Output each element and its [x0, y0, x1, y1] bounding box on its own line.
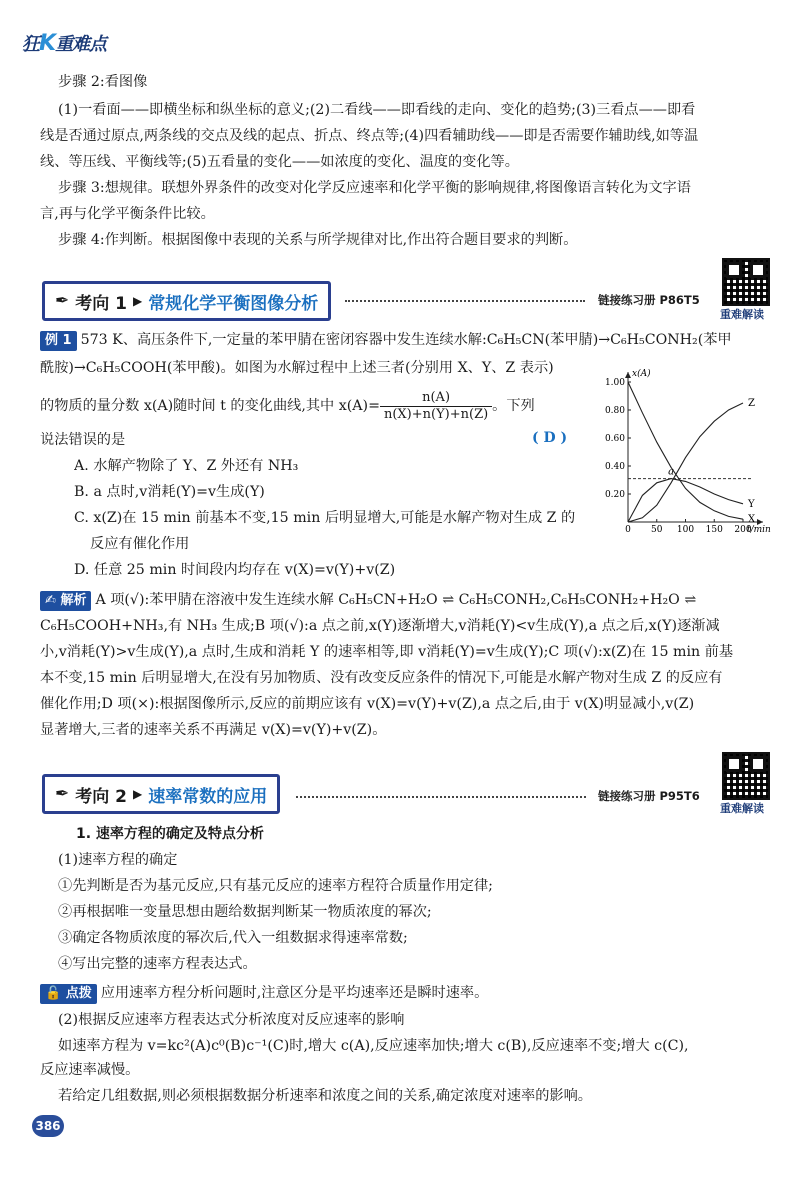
qr-label: 重难解读 — [720, 308, 764, 321]
x-tick-label: 0 — [625, 525, 631, 535]
step2-line1: (1)一看面——即横坐标和纵坐标的意义;(2)二看线——即看线的走向、变化的趋势;(3)三看点——即看 — [58, 102, 696, 118]
step3-line2: 言,再与化学平衡条件比较。 — [40, 206, 215, 222]
section1-topic: 常规化学平衡图像分析 — [148, 293, 319, 314]
section2-prefix: 考向 2 — [75, 786, 127, 807]
step2-line3: 线、等压线、平衡线等;(5)五看量的变化——如浓度的变化、温度的变化等。 — [40, 154, 519, 170]
step3-line1: 步骤 3:想规律。联想外界条件的改变对化学反应速率和化学平衡的影响规律,将图像语言转化为文字语 — [58, 180, 691, 196]
y-tick-label: 0.20 — [604, 490, 625, 500]
x-axis-label: t/min — [747, 525, 771, 535]
fraction-numerator: n(A) — [380, 390, 492, 407]
example-line2: 酰胺)→C₆H₅COOH(苯甲酸)。如图为水解过程中上述三者(分别用 X、Y、Z 表示) — [40, 360, 554, 376]
fraction-denominator: n(X)+n(Y)+n(Z) — [383, 406, 489, 422]
analysis-line5: 催化作用;D 项(×):根据图像所示,反应的前期应该有 v(X)=v(Y)+v(Z),a 点之后,由于 v(X)明显减小,v(Z) — [40, 696, 695, 712]
x-tick-label: 100 — [676, 525, 695, 535]
section1-prefix: 考向 1 — [75, 293, 127, 314]
example-text1: 573 K、高压条件下,一定量的苯甲腈在密闭容器中发生连续水解:C₆H₅CN(苯甲腈)→C₆H₅CONH₂(苯甲 — [80, 332, 732, 348]
example-text3: 的物质的量分数 x(A)随时间 t 的变化曲线,其中 x(A)= — [40, 398, 380, 414]
y-tick-label: 0.80 — [604, 406, 625, 416]
rate-example2: 反应速率减慢。 — [40, 1062, 140, 1078]
option-a: A. 水解产物除了 Y、Z 外还有 NH₃ — [74, 458, 299, 474]
answer: ( D ) — [532, 430, 568, 446]
analysis-line3: 小,v消耗(Y)>v生成(Y),a 点时,生成和消耗 Y 的速率相等,即 v消耗(Y)=v生成(Y);C 项(√):x(Z)在 15 min 前基 — [40, 644, 734, 660]
y-tick-label: 0.60 — [604, 434, 625, 444]
y-axis-label: x(A) — [632, 369, 651, 379]
fraction-time-chart — [598, 362, 773, 547]
example-line3 — [40, 388, 605, 424]
rate-example1: 如速率方程为 v=kc²(A)c⁰(B)c⁻¹(C)时,增大 c(A),反应速率加快;增大 c(B),反应速率不变;增大 c(C), — [58, 1038, 689, 1054]
analysis-icon: ✍ — [45, 593, 56, 608]
step4-line: 步骤 4:作判断。根据图像中表现的关系与所学规律对比,作出符合题目要求的判断。 — [58, 232, 578, 248]
analysis-line6: 显著增大,三者的速率关系不再满足 v(X)=v(Y)+v(Z)。 — [40, 722, 387, 738]
lock-icon: 🔓 — [45, 986, 62, 1001]
x-tick-label: 200 — [734, 525, 752, 535]
fraction — [380, 390, 492, 423]
rate-point4: ④写出完整的速率方程表达式。 — [58, 956, 257, 972]
annotation-point-a: a — [668, 466, 675, 478]
rate-point3: ③确定各物质浓度的幂次后,代入一组数据求得速率常数; — [58, 930, 408, 946]
qr-label: 重难解读 — [720, 802, 764, 815]
step2-line2: 线是否通过原点,两条线的交点及线的起点、折点、终点等;(4)四看辅助线——即是否需要作辅助线,如等温 — [40, 128, 699, 144]
analysis-tag-label: 解析 — [60, 593, 87, 608]
analysis-text1: A 项(√):苯甲腈在溶液中发生连续水解 C₆H₅CN+H₂O ⇌ C₆H₅CONH₂,C₆H₅CONH₂+H₂O ⇌ — [95, 592, 697, 608]
series-label-x: X — [748, 514, 756, 526]
example-line4: 说法错误的是 — [40, 432, 126, 448]
x-tick-label: 150 — [705, 525, 723, 535]
arrow-icon: ▶ — [133, 294, 143, 308]
example-tag: 例 1 — [40, 331, 77, 351]
rate-sub1: (1)速率方程的确定 — [58, 852, 178, 868]
pen-icon: ✒ — [55, 291, 70, 311]
analysis-line4: 本不变,15 min 后明显增大,在没有另加物质、没有改变反应条件的情况下,可能是水解产物对生成 Z 的反应有 — [40, 670, 723, 686]
series-label-z: Z — [748, 398, 755, 409]
example-text3-end: 。下列 — [492, 398, 535, 414]
tip-text: 应用速率方程分析问题时,注意区分是平均速率还是瞬时速率。 — [100, 985, 489, 1001]
tip-tag-label: 点拨 — [65, 986, 92, 1001]
analysis-line1 — [40, 590, 770, 611]
section2-header — [42, 774, 280, 814]
brand-logo: 狂K重难点 — [22, 31, 107, 56]
y-tick-label: 1.00 — [604, 378, 625, 388]
tip-tag — [40, 984, 97, 1004]
y-tick-label: 0.40 — [604, 462, 625, 472]
rate-sub2: (2)根据反应速率方程表达式分析浓度对反应速率的影响 — [58, 1012, 405, 1028]
analysis-line2: C₆H₅COOH+NH₃,有 NH₃ 生成;B 项(√):a 点之前,x(Y)逐渐增大,v消耗(Y)<v生成(Y),a 点之后,x(Y)逐渐减 — [40, 618, 720, 634]
option-b: B. a 点时,v消耗(Y)=v生成(Y) — [74, 484, 265, 500]
section2-topic: 速率常数的应用 — [148, 786, 268, 807]
leader-dots — [296, 796, 586, 798]
rate-example3: 若给定几组数据,则必须根据数据分析速率和浓度之间的关系,确定浓度对速率的影响。 — [58, 1088, 592, 1104]
step2-title: 步骤 2:看图像 — [58, 74, 148, 90]
y-axis-arrow — [625, 372, 631, 378]
rate-point1: ①先判断是否为基元反应,只有基元反应的速率方程符合质量作用定律; — [58, 878, 493, 894]
section2-link[interactable]: 链接练习册 P95T6 — [598, 789, 700, 803]
pen-icon: ✒ — [55, 784, 70, 804]
qr-code-icon[interactable] — [722, 258, 770, 306]
leader-dots — [345, 300, 585, 302]
option-c1: C. x(Z)在 15 min 前基本不变,15 min 后明显增大,可能是水解产物对生成 Z 的 — [74, 510, 576, 526]
section1-link[interactable]: 链接练习册 P86T5 — [598, 293, 700, 307]
series-label-y: Y — [748, 498, 755, 510]
arrow-icon: ▶ — [133, 787, 143, 801]
tip-line — [40, 983, 770, 1004]
analysis-tag — [40, 591, 91, 611]
rate-point2: ②再根据唯一变量思想由题给数据判断某一物质浓度的幂次; — [58, 904, 432, 920]
x-tick-label: 50 — [651, 525, 663, 535]
option-c2: 反应有催化作用 — [90, 536, 190, 552]
series-line-z — [628, 403, 743, 522]
example-line1 — [40, 330, 770, 351]
qr-code-icon[interactable] — [722, 752, 770, 800]
rate-heading: 1. 速率方程的确定及特点分析 — [76, 826, 264, 842]
option-d: D. 任意 25 min 时间段内均存在 v(X)=v(Y)+v(Z) — [74, 562, 396, 578]
section1-header — [42, 281, 331, 321]
page-number: 386 — [32, 1115, 64, 1137]
